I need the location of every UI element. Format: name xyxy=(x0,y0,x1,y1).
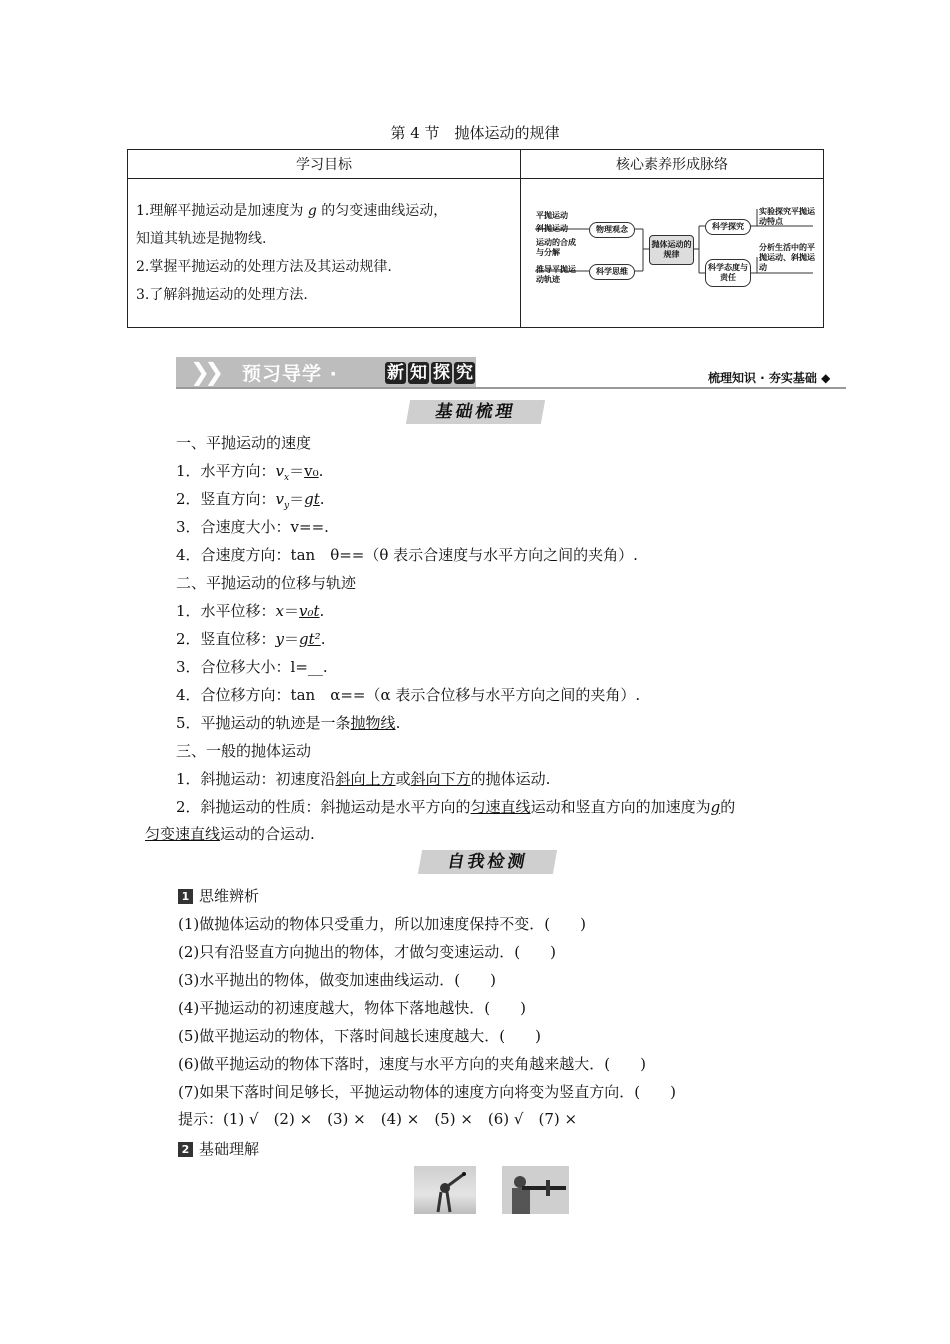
item-vertical-displacement: 2．竖直位移：y＝gt². xyxy=(176,630,326,648)
map-physics-concept: 物理观念 xyxy=(589,222,635,238)
check-item: (4)平抛运动的初速度越大，物体下落地越快．( ) xyxy=(178,999,526,1017)
item-vertical-speed: 2．竖直方向：$v_y=gt$. xyxy=(176,490,325,511)
q1-heading xyxy=(178,885,259,906)
mindmap-header: 核心素养形成脉络 xyxy=(521,150,824,179)
answer: 匀变速直线 xyxy=(145,825,221,843)
goal-line: 2.掌握平抛运动的处理方法及其运动规律. xyxy=(136,259,392,275)
banner-tag-char: 知 xyxy=(410,363,427,383)
map-far-bottom: 分析生活中的平抛运动、斜抛运动 xyxy=(759,243,815,272)
map-science-thinking: 科学思维 xyxy=(589,264,635,280)
label: 3．合速度大小： xyxy=(176,518,291,536)
answer: v==. xyxy=(290,518,329,536)
banner-tag-char: 探 xyxy=(433,363,450,383)
banner-main: 预习导学 xyxy=(242,363,323,385)
diamond-icon: ◆ xyxy=(821,371,831,385)
label: 5．平抛运动的轨迹是一条 xyxy=(176,714,351,732)
check-item: (5)做平抛运动的物体，下落时间越长速度越大．( ) xyxy=(178,1027,541,1045)
check-item: (1)做抛体运动的物体只受重力，所以加速度保持不变．( ) xyxy=(178,915,586,933)
label: 1．水平方向： xyxy=(176,462,276,480)
label: 1．水平位移： xyxy=(176,602,276,620)
photo-shooter xyxy=(502,1166,569,1214)
number-2-icon: 2 xyxy=(178,1142,193,1157)
page-title: 第 4 节 抛体运动的规律 xyxy=(390,124,560,142)
answer: 抛物线 xyxy=(350,714,396,732)
answer: 斜向上方 xyxy=(335,770,396,788)
answer: gt² xyxy=(299,630,321,648)
heading-speed: 一、平抛运动的速度 xyxy=(176,434,312,452)
item-oblique-motion xyxy=(176,768,550,789)
item-speed-magnitude xyxy=(176,516,329,537)
map-attitude: 科学态度与责任 xyxy=(705,259,751,287)
map-item-pingpao: 平抛运动 xyxy=(536,211,568,220)
answer: gt xyxy=(304,490,320,508)
chevron-icon: ❯❯ xyxy=(190,358,219,386)
goals-header: 学习目标 xyxy=(128,150,521,179)
text: 运动和竖直方向的加速度为 xyxy=(530,798,711,816)
banner-tag-char: 新 xyxy=(387,363,404,383)
text: 1．斜抛运动：初速度沿 xyxy=(176,770,336,788)
item-oblique-nature xyxy=(176,796,735,817)
banner-tag-char: 究 xyxy=(456,363,473,383)
heading-displacement: 二、平抛运动的位移与轨迹 xyxy=(176,574,357,592)
check-item: (6)做平抛运动的物体下落时，速度与水平方向的夹角越来越大．( ) xyxy=(178,1055,646,1073)
photo-shot-put xyxy=(414,1166,476,1214)
map-far-top: 实验探究平抛运动特点 xyxy=(759,207,815,226)
item-oblique-nature-cont xyxy=(145,823,315,844)
text: 2．斜抛运动的性质：斜抛运动是水平方向的 xyxy=(176,798,471,816)
item-trajectory: 5．平抛运动的轨迹是一条抛物线. xyxy=(176,714,401,732)
goal-line: 3.了解斜抛运动的处理方法. xyxy=(136,287,308,303)
shooter-image xyxy=(502,1166,569,1214)
item-speed-direction xyxy=(176,544,638,565)
label: 4．合位移方向：tan xyxy=(176,686,331,704)
answer: g xyxy=(710,798,721,816)
section-basics-title: 基础梳理 xyxy=(406,400,545,424)
label: 4．合速度方向：tan xyxy=(176,546,331,564)
item-horizontal-speed: 1．水平方向：$v_x=v_0$. xyxy=(176,462,324,483)
text: 或 xyxy=(395,770,411,788)
banner-rule xyxy=(176,387,846,389)
banner-title xyxy=(242,359,338,386)
item-displacement-magnitude xyxy=(176,656,328,677)
label: 3．合位移大小： xyxy=(176,658,291,676)
text: 的抛体运动. xyxy=(470,770,551,788)
map-item-hecheng: 运动的合成与分解 xyxy=(536,238,576,257)
item-horizontal-displacement: 1．水平位移：x＝v₀t. xyxy=(176,602,325,620)
heading-general: 三、一般的抛体运动 xyxy=(176,742,312,760)
label: 2．竖直位移： xyxy=(176,630,276,648)
text: 运动的合运动. xyxy=(220,825,315,843)
banner-right-note xyxy=(708,369,830,386)
mindmap xyxy=(521,179,826,327)
q2-title: 基础理解 xyxy=(199,1140,260,1158)
answer: v₀t xyxy=(299,602,320,620)
banner-right-text: 梳理知识 · 夯实基础 xyxy=(708,371,817,385)
answer: θ==（θ 表示合速度与水平方向之间的夹角）. xyxy=(330,546,638,564)
map-science-inquiry: 科学探究 xyxy=(705,219,751,235)
section-check-title: 自我检测 xyxy=(418,850,557,874)
number-1-icon: 1 xyxy=(178,889,193,904)
map-item-xiepao: 斜抛运动 xyxy=(536,224,568,233)
map-center: 抛体运动的规律 xyxy=(649,235,694,265)
objectives-table xyxy=(127,149,824,328)
answer: l=__. xyxy=(290,658,328,676)
banner-dot: · xyxy=(329,363,338,385)
text: 的 xyxy=(720,798,736,816)
athlete-image xyxy=(414,1166,476,1214)
label: 2．竖直方向： xyxy=(176,490,276,508)
q2-heading xyxy=(178,1138,259,1159)
item-displacement-direction xyxy=(176,684,640,705)
check-item: (3)水平抛出的物体，做变加速曲线运动．( ) xyxy=(178,971,496,989)
goal-line: 知道其轨迹是抛物线. xyxy=(136,231,267,247)
q1-title: 思维辨析 xyxy=(199,887,260,905)
answer: α==（α 表示合位移与水平方向之间的夹角）. xyxy=(330,686,641,704)
answer-hint: 提示：(1) √ (2) × (3) × (4) × (5) × (6) √ (7) × xyxy=(178,1110,578,1128)
map-item-tuidao: 推导平抛运动轨迹 xyxy=(536,265,576,284)
goals-cell xyxy=(128,179,521,328)
section-check-badge xyxy=(420,850,555,874)
answer: 斜向下方 xyxy=(410,770,471,788)
check-item: (7)如果下落时间足够长，平抛运动物体的速度方向将变为竖直方向．( ) xyxy=(178,1083,676,1101)
section-basics-badge xyxy=(408,400,543,424)
goal-line: 1.理解平抛运动是加速度为 g 的匀变速曲线运动， xyxy=(136,203,448,219)
banner-tag xyxy=(385,362,477,384)
check-item: (2)只有沿竖直方向抛出的物体，才做匀变速运动．( ) xyxy=(178,943,556,961)
answer: 匀速直线 xyxy=(470,798,531,816)
mindmap-cell xyxy=(521,179,824,328)
answer: v₀ xyxy=(304,462,319,480)
